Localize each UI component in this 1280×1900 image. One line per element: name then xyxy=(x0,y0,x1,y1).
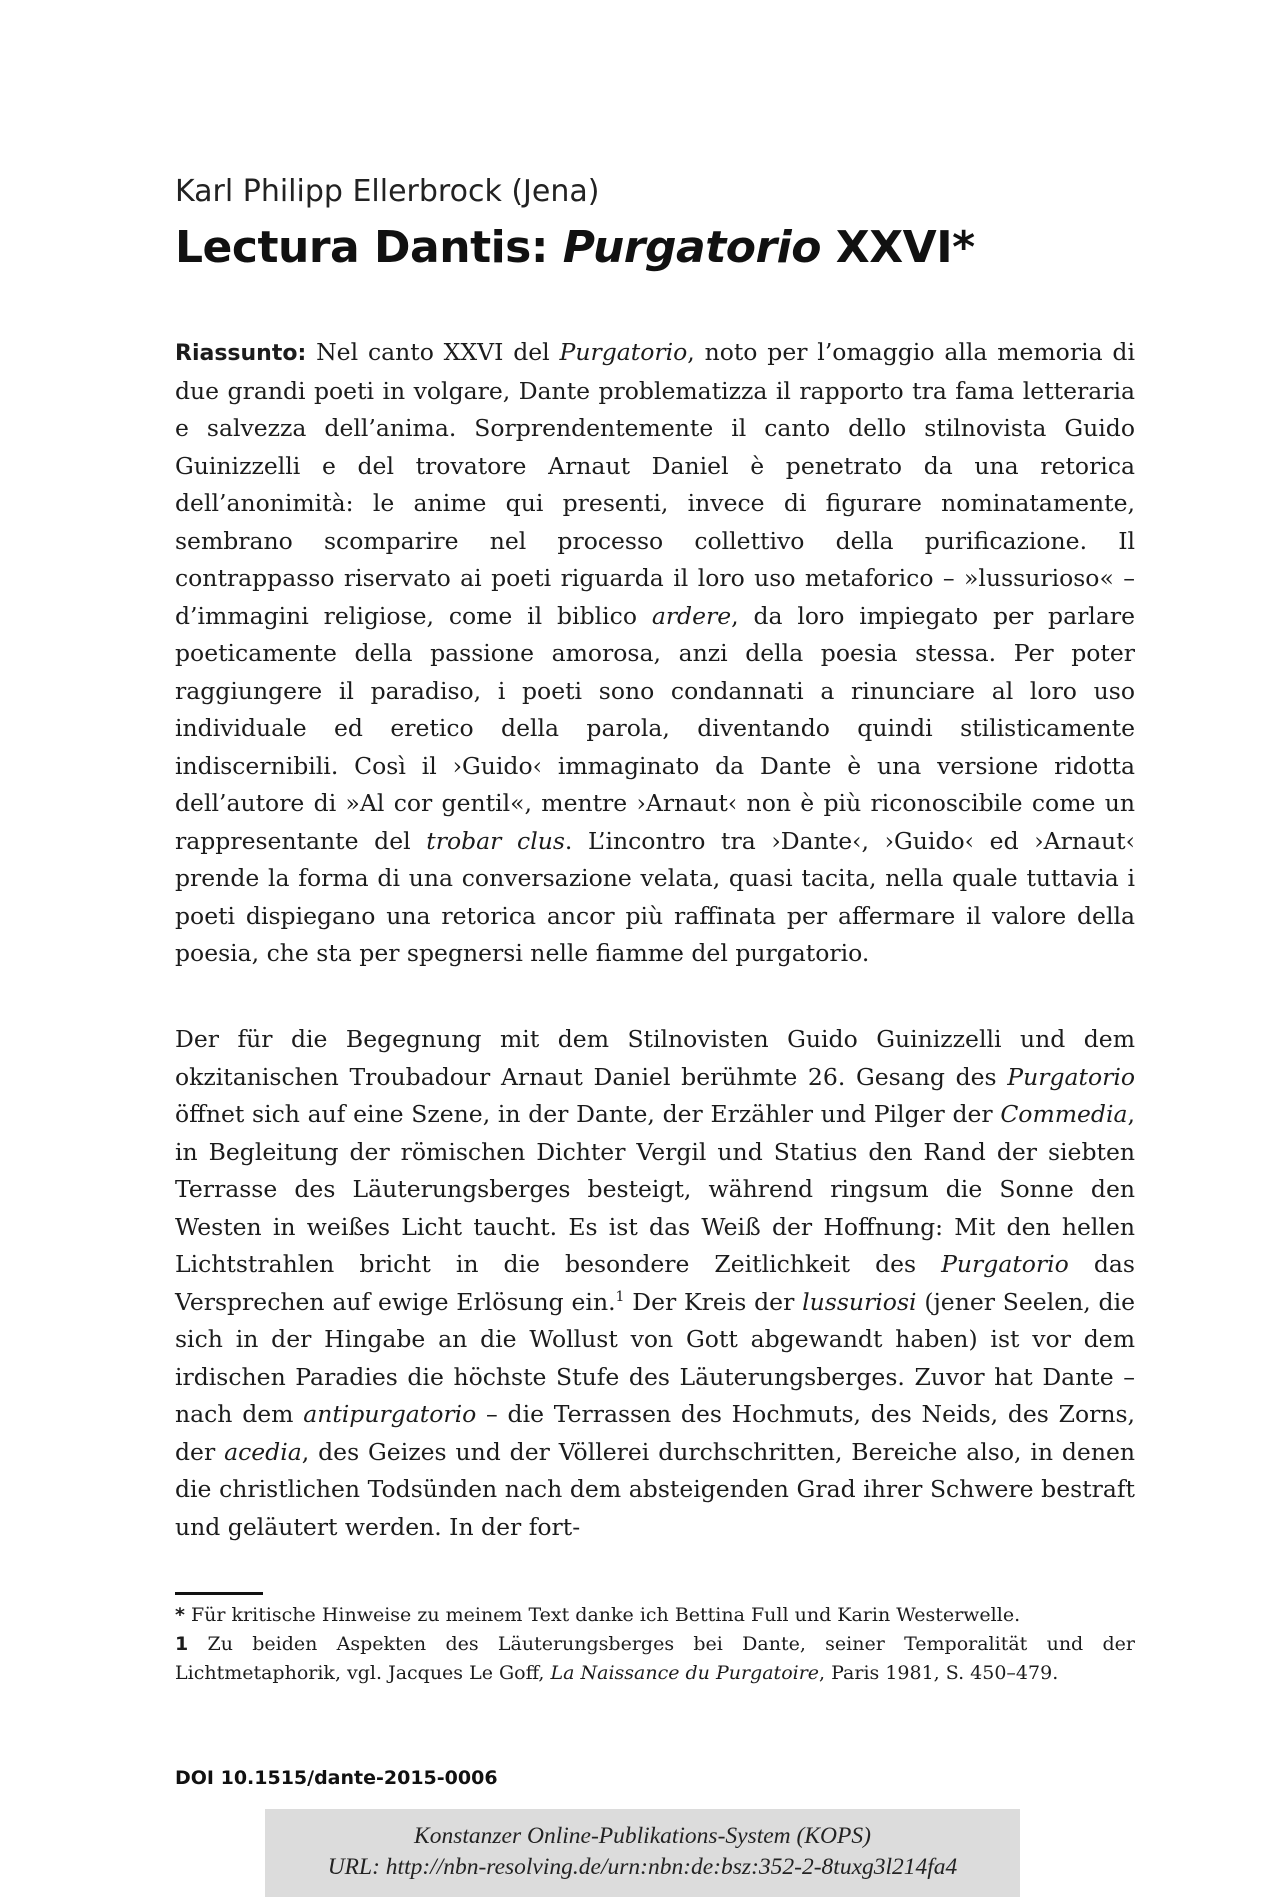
italic-text: Purgatorio xyxy=(559,338,688,366)
text-run: öffnet sich auf eine Szene, in der Dante, der Erzähler und Pilger der xyxy=(175,1100,1001,1128)
text-run: , da loro impiegato per parlare poeticamente della passione amorosa, anzi della poesia stessa. Per poter raggiungere il paradiso, i poeti sono condannati a rinunciare al loro uso individuale ed eretico della parola, diventando quindi stilisticamente indiscernibili. Così il ›Guido‹ immaginato da Dante è una versione ridotta dell’autore di »Al cor gentil«, mentre ›Arnaut‹ non è più riconoscibile come un rappresentante del xyxy=(175,601,1135,855)
footnote-separator xyxy=(175,1592,263,1595)
footnotes xyxy=(175,1601,1135,1688)
text-run: . L’incontro tra ›Dante‹, ›Guido‹ ed ›Arnaut‹ prende la forma di una conversazione velata, quasi tacita, nella quale tuttavia i poeti dispiegano una retorica ancor più raffinata per affermare il valore della poesia, che sta per spegnersi nelle fiamme del purgatorio. xyxy=(175,826,1136,967)
text-run: , noto per l’omaggio alla memoria di due grandi poeti in volgare, Dante problematizza il rapporto tra fama letteraria e salvezza dell’anima. Sorprendentemente il canto dello stilnovista Guido Guinizzelli e del trovatore Arnaut Daniel è penetrato da una retorica dell’anonimità: le anime qui presenti, invece di figurare nominatamente, sembrano scomparire nel processo collettivo della purificazione. Il contrappasso riservato ai poeti riguarda il loro uso metaforico – »lussurioso« – d’immagini religiose, come il biblico xyxy=(175,338,1135,630)
abstract-paragraph xyxy=(175,334,1135,973)
doi-line: DOI 10.1515/dante-2015-0006 xyxy=(175,1767,498,1789)
kops-line-1: Konstanzer Online-Publikations-System (KOPS) xyxy=(414,1823,871,1849)
italic-text: Purgatorio xyxy=(941,1250,1069,1278)
footnote-item xyxy=(175,1601,1135,1630)
text-run: , Paris 1981, S. 450–479. xyxy=(819,1662,1059,1684)
text-run: , des Geizes und der Völlerei durchschritten, Bereiche also, in denen die christlichen Todsünden nach dem absteigenden Grad ihrer Schwere bestraft und geläutert werden. In der fort- xyxy=(175,1437,1136,1541)
footnote-mark: 1 xyxy=(175,1633,189,1655)
author-line: Karl Philipp Ellerbrock (Jena) xyxy=(175,174,600,209)
italic-text: Commedia xyxy=(1000,1100,1128,1128)
italic-text: acedia xyxy=(224,1437,302,1466)
footnote-mark: * xyxy=(175,1604,185,1626)
article-title xyxy=(175,222,975,273)
title-suffix: XXVI* xyxy=(835,222,975,273)
text-run: , in Begleitung der römischen Dichter Vergil und Statius den Rand der siebten Terrasse des Läuterungsberges besteigt, während ringsum die Sonne den Westen in weißes Licht taucht. Es ist das Weiß der Hoffnung: Mit den hellen Lichtstrahlen bricht in die besondere Zeitlichkeit des xyxy=(175,1100,1135,1278)
text-run: Der für die Begegnung mit dem Stilnovisten Guido Guinizzelli und dem okzitanischen Troubadour Arnaut Daniel berühmte 26. Gesang des xyxy=(175,1025,1135,1091)
kops-stamp xyxy=(265,1809,1020,1897)
italic-text: Purgatorio xyxy=(1007,1062,1135,1091)
text-run: Für kritische Hinweise zu meinem Text danke ich Bettina Full und Karin Westerwelle. xyxy=(184,1604,1021,1626)
abstract-text xyxy=(175,338,1135,967)
kops-line-2: URL: http://nbn-resolving.de/urn:nbn:de:bsz:352-2-8tuxg3l214fa4 xyxy=(327,1854,958,1880)
italic-text: trobar clus xyxy=(426,826,565,855)
italic-text: antipurgatorio xyxy=(303,1400,477,1428)
footnote-item xyxy=(175,1630,1135,1688)
text-run: Zu beiden Aspekten des Läuterungsberges bei Dante, seiner Temporalität und der Lichtmetaphorik, vgl. Jacques Le Goff, xyxy=(175,1633,1135,1684)
text-run: das Versprechen auf ewige Erlösung ein. xyxy=(175,1250,1135,1316)
text-run: – die Terrassen des Hochmuts, des Neids, des Zorns, der xyxy=(175,1400,1135,1466)
abstract-label: Riassunto: xyxy=(175,341,307,366)
italic-text: lussuriosi xyxy=(802,1287,917,1316)
italic-text: ardere xyxy=(651,601,732,630)
text-run: Der Kreis der xyxy=(624,1287,803,1316)
title-prefix: Lectura Dantis: xyxy=(175,222,548,273)
text-run: (jener Seelen, die sich in der Hingabe an die Wollust von Gott abgewandt haben) ist vor dem irdischen Paradies die höchste Stufe des Läuterungsberges. Zuvor hat Dante – nach dem xyxy=(175,1287,1135,1428)
title-italic: Purgatorio xyxy=(562,222,821,273)
italic-text: La Naissance du Purgatoire xyxy=(550,1662,820,1684)
text-run: Nel canto XXVI del xyxy=(306,338,560,366)
body-paragraph xyxy=(175,1021,1135,1546)
footnote-ref: 1 xyxy=(615,1288,625,1305)
